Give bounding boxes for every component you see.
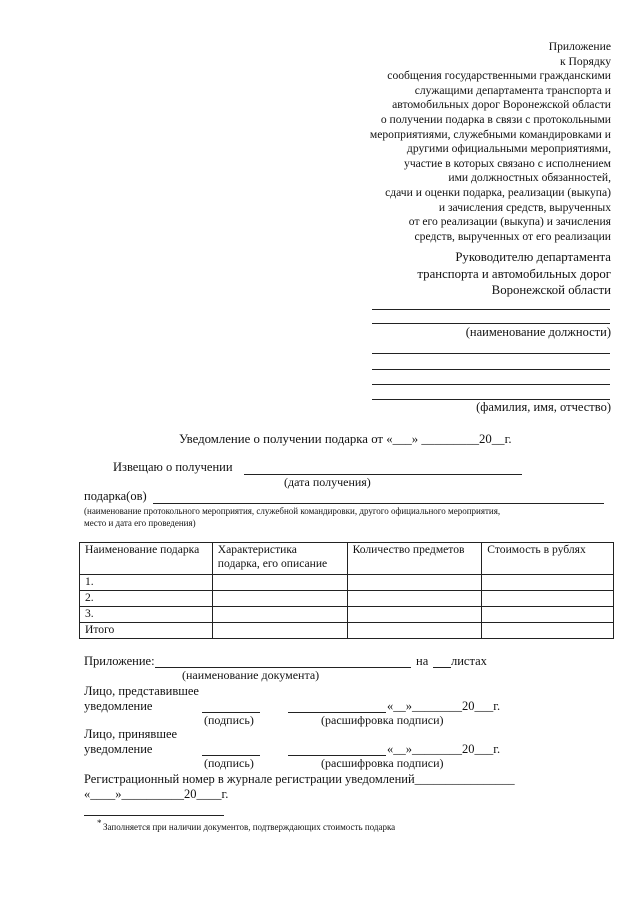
position-caption: (наименование должности) xyxy=(465,325,611,339)
table-row xyxy=(80,623,614,639)
table-row xyxy=(80,591,614,607)
attachment-doc-caption: (наименование документа) xyxy=(182,668,320,682)
table-cell[interactable] xyxy=(212,575,347,591)
receipt-date-caption: (дата получения) xyxy=(284,475,371,489)
submitter-label-1: Лицо, представившее xyxy=(84,684,199,698)
appendix-line: автомобильных дорог Воронежской области xyxy=(392,98,611,112)
table-cell[interactable] xyxy=(347,623,482,639)
addressee-line: Руководителю департамента xyxy=(455,250,611,264)
receiver-decoding-caption: (расшифровка подписи) xyxy=(321,756,444,770)
table-header-row xyxy=(80,543,614,575)
table-cell[interactable] xyxy=(212,623,347,639)
name-caption: (фамилия, имя, отчество) xyxy=(476,400,611,414)
attachment-label: Приложение: xyxy=(84,654,155,668)
table-cell[interactable] xyxy=(347,591,482,607)
appendix-line: о получении подарка в связи с протокольными xyxy=(380,112,611,126)
table-row xyxy=(80,607,614,623)
footnote-text: Заполняется при наличии документов, подтверждающих стоимость подарка xyxy=(103,822,396,832)
event-field[interactable] xyxy=(153,503,604,504)
table-cell[interactable] xyxy=(482,607,614,623)
appendix-line: и зачисления средств, вырученных xyxy=(438,200,611,214)
receiver-signature-caption: (подпись) xyxy=(204,756,254,770)
table-cell[interactable] xyxy=(482,575,614,591)
sheets-count-field[interactable] xyxy=(433,667,451,668)
sheets-prefix: на xyxy=(416,654,429,668)
event-caption-line1: (наименование протокольного мероприятия, служебной командировки, другого официального мероприятия, xyxy=(84,506,501,516)
header-cell xyxy=(80,543,213,575)
appendix-line: служащими департамента транспорта и xyxy=(414,83,611,97)
name-field-line-3[interactable] xyxy=(372,384,610,385)
submitter-signature-caption: (подпись) xyxy=(204,713,254,727)
row-label: 2. xyxy=(80,591,213,607)
receiver-label-1: Лицо, принявшее xyxy=(84,727,178,741)
receipt-label: Извещаю о получении xyxy=(113,460,233,474)
header-cell xyxy=(347,543,482,575)
receiver-date: «__»________20___г. xyxy=(387,742,501,756)
gifts-label: подарка(ов) xyxy=(84,489,147,503)
submitter-date: «__»________20___г. xyxy=(387,699,501,713)
addressee-line: транспорта и автомобильных дорог xyxy=(417,266,611,281)
appendix-line: сообщения государственными гражданскими xyxy=(387,69,611,83)
table-cell[interactable] xyxy=(212,607,347,623)
receiver-label-2: уведомление xyxy=(84,742,153,756)
header-cell xyxy=(482,543,614,575)
registration-date: «____»__________20____г. xyxy=(84,787,229,801)
notice-title: Уведомление о получении подарка от «___» _________20__г. xyxy=(179,432,512,446)
table-cell[interactable] xyxy=(347,607,482,623)
position-field-line-2[interactable] xyxy=(372,323,610,324)
appendix-line: мероприятиями, служебными командировками и xyxy=(369,127,611,141)
submitter-decoding-caption: (расшифровка подписи) xyxy=(321,713,444,727)
row-label: 1. xyxy=(80,575,213,591)
appendix-header xyxy=(370,40,611,244)
event-caption-line2: место и дата его проведения) xyxy=(84,518,196,528)
addressee-block xyxy=(417,249,611,299)
footnote-mark: * xyxy=(97,818,102,828)
header-cost: Стоимость в рублях xyxy=(487,543,586,556)
sheets-suffix: листах xyxy=(451,654,487,668)
appendix-line: к Порядку xyxy=(560,54,611,68)
row-label: 3. xyxy=(80,607,213,623)
header-quantity: Количество предметов xyxy=(352,543,465,556)
table-cell[interactable] xyxy=(347,575,482,591)
appendix-line: другими официальными мероприятиями, xyxy=(406,142,611,156)
header-gift-description: Характеристика подарка, его описание xyxy=(217,543,328,570)
header-cell xyxy=(212,543,347,575)
appendix-line: участие в которых связано с исполнением xyxy=(404,156,611,170)
gifts-table xyxy=(79,542,614,639)
table-cell[interactable] xyxy=(482,623,614,639)
row-label: Итого xyxy=(80,623,213,639)
appendix-line: ими должностных обязанностей, xyxy=(448,171,611,185)
appendix-line: Приложение xyxy=(548,40,611,53)
addressee-line: Воронежской области xyxy=(491,283,611,297)
appendix-line: от его реализации (выкупа) и зачисления xyxy=(408,215,611,229)
name-field-line-1[interactable] xyxy=(372,353,610,354)
position-field-line-1[interactable] xyxy=(372,309,610,310)
name-field-line-2[interactable] xyxy=(372,369,610,370)
appendix-line: средств, вырученных от его реализации xyxy=(414,229,611,243)
submitter-label-2: уведомление xyxy=(84,699,153,713)
table-cell[interactable] xyxy=(212,591,347,607)
table-row xyxy=(80,575,614,591)
header-gift-name: Наименование подарка xyxy=(85,543,200,556)
appendix-line: сдачи и оценки подарка, реализации (выкупа) xyxy=(385,185,611,199)
table-cell[interactable] xyxy=(482,591,614,607)
registration-label: Регистрационный номер в журнале регистрации уведомлений________________ xyxy=(84,772,515,786)
footnote-separator xyxy=(84,815,224,816)
